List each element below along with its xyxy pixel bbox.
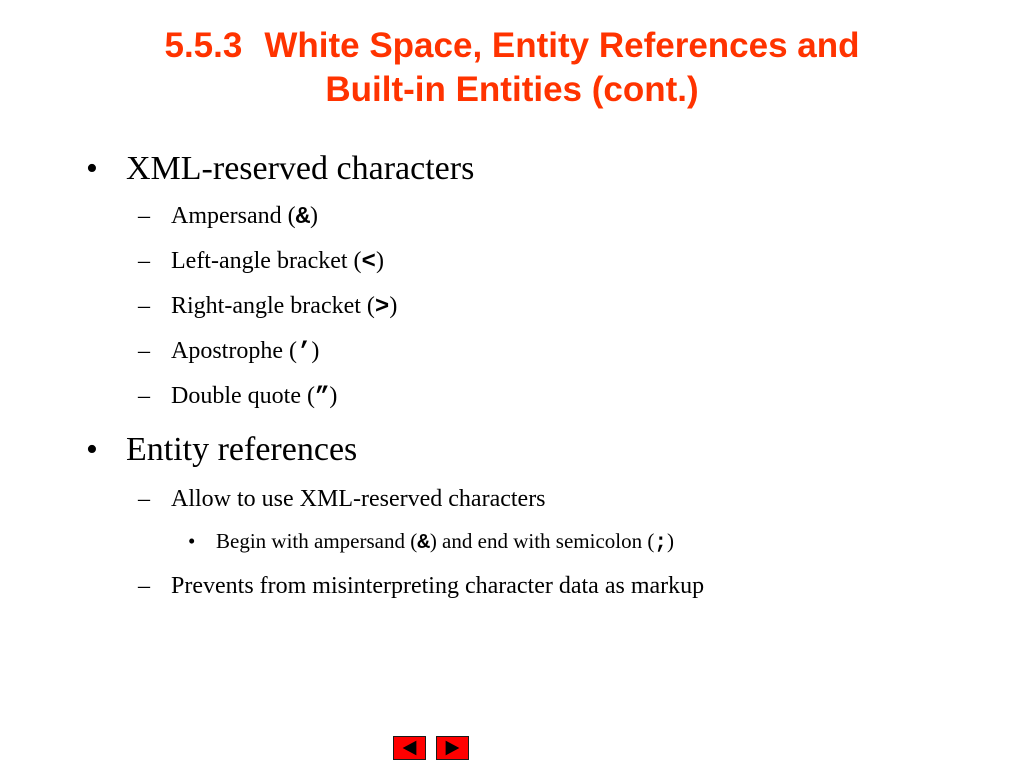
dash-icon: – [138,203,150,229]
subitem-close: ) [310,203,319,229]
title-line-1 [0,24,1024,68]
previous-slide-button[interactable] [393,736,426,760]
section-number: 5.5.3 [164,26,243,65]
code-char: ; [654,532,667,555]
bullet-text: Entity references [126,431,358,468]
code-char: & [417,532,430,555]
bullet-icon: • [86,150,98,187]
bullet-icon: • [86,431,98,468]
subitem-text: Allow to use XML-reserved characters [171,486,546,512]
title-line-2: Built-in Entities (cont.) [325,70,699,109]
subitem-label: Double quote ( [171,383,315,409]
subsubitem-close: ) [666,529,674,553]
bullet-text: XML-reserved characters [126,150,475,187]
dash-icon: – [138,248,150,274]
subitem-close: ) [311,338,320,364]
code-char: ” [314,384,330,411]
slide-title [0,24,1024,112]
code-char: < [361,249,376,276]
subitem-close: ) [375,248,384,274]
subsubitem-middle: ) and end with semicolon ( [429,529,655,553]
dash-icon: – [138,293,150,319]
subitem-label: Right-angle bracket ( [171,293,375,319]
subitem-close: ) [389,293,398,319]
subitem-text [171,246,384,278]
subitem-text [171,291,397,323]
subitem-close: ) [329,383,338,409]
dash-icon: – [138,486,150,512]
right-triangle-icon [437,737,468,759]
code-char: & [295,204,311,231]
dash-icon: – [138,383,150,409]
dash-icon: – [138,338,150,364]
subsubitem-label: Begin with ampersand ( [216,529,418,553]
title-text-1: White Space, Entity References and [264,26,860,65]
subitem-label: Left-angle bracket ( [171,248,362,274]
subitem-text [171,336,319,368]
subsubitem-text [216,527,674,558]
code-char: ’ [296,339,312,366]
subitem-text [171,381,337,413]
subitem-label: Ampersand ( [171,203,296,229]
subitem-label: Apostrophe ( [171,338,297,364]
subitem-text [171,201,318,233]
dash-icon: – [138,573,150,599]
code-char: > [374,294,390,321]
subitem-text: Prevents from misinterpreting character data as markup [171,573,705,599]
next-slide-button[interactable] [436,736,469,760]
bullet-icon: • [188,529,196,553]
left-triangle-icon [394,737,425,759]
